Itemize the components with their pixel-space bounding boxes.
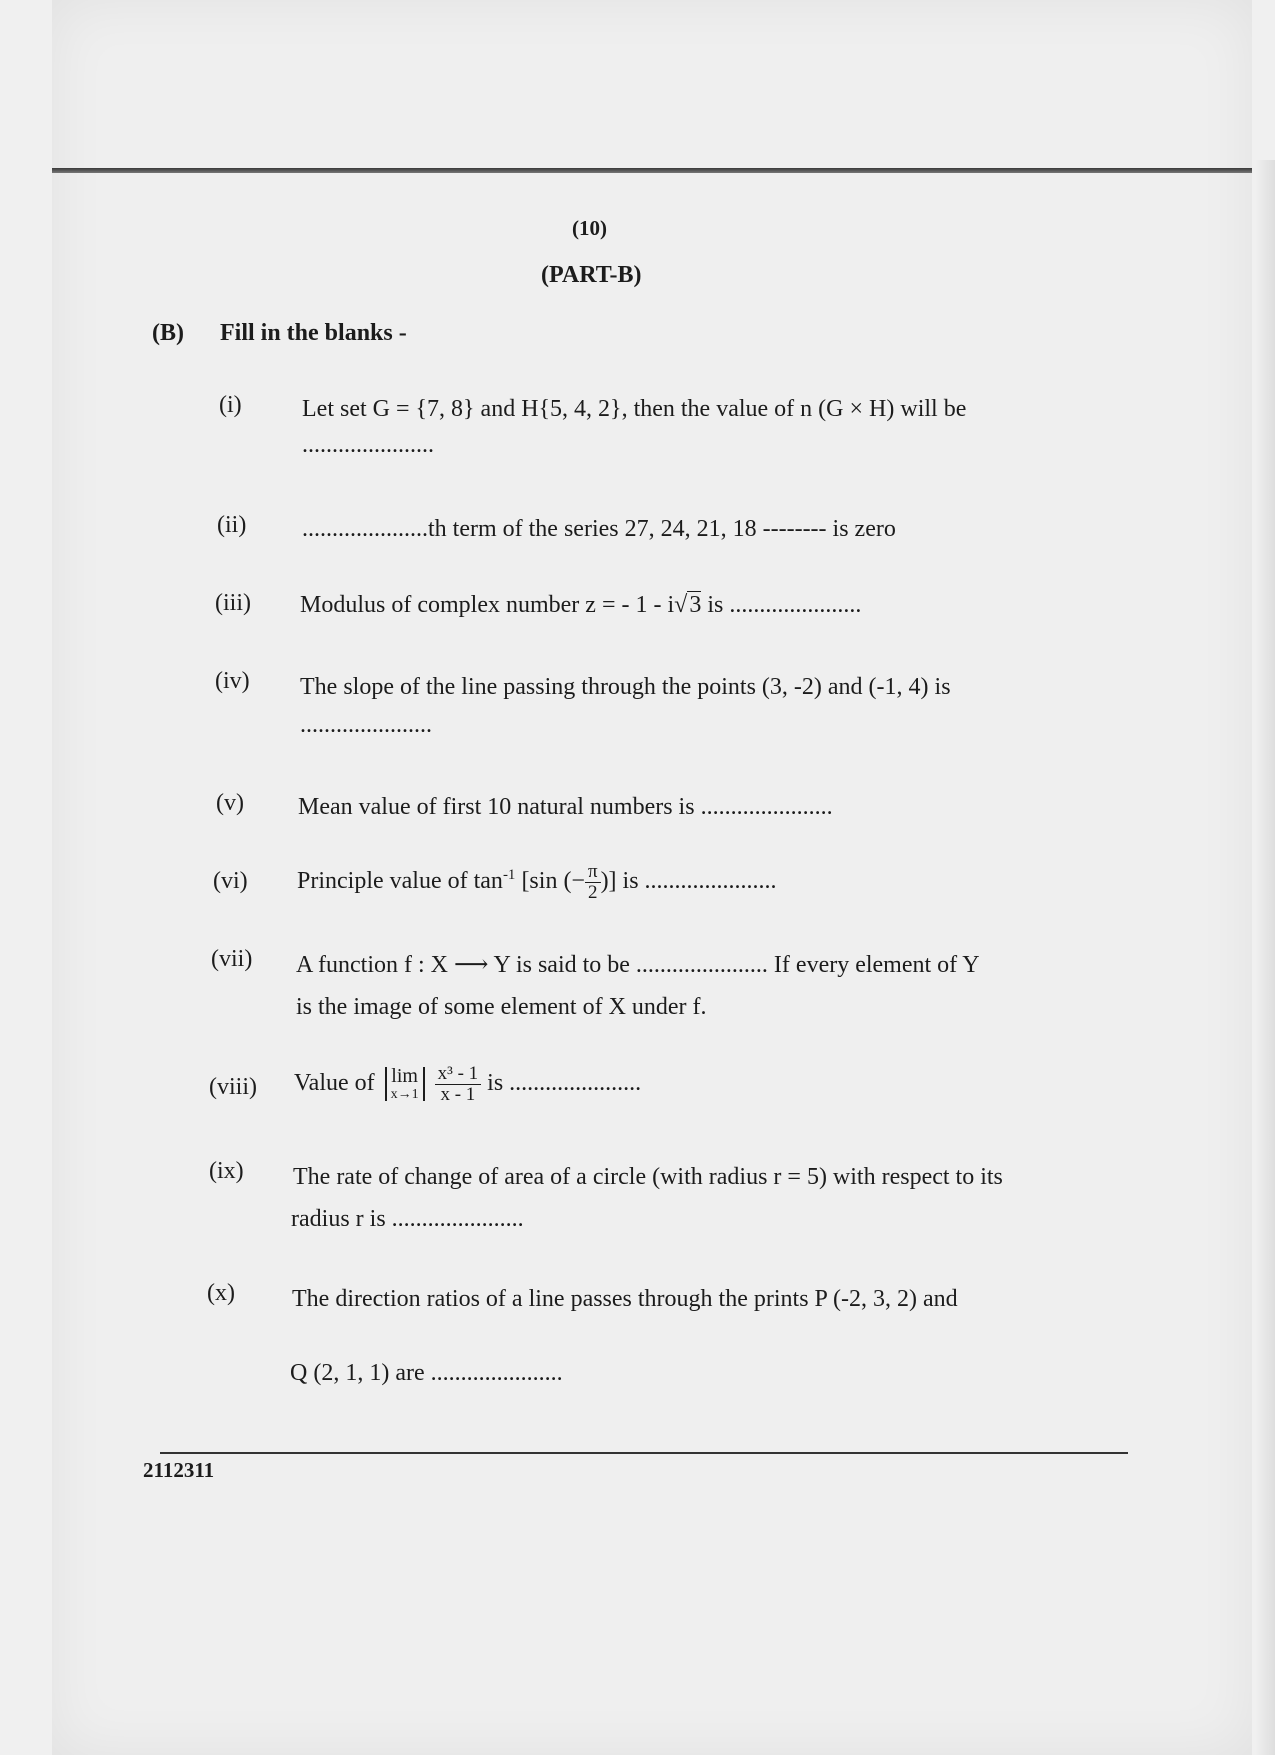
section-title: Fill in the blanks -: [220, 320, 407, 346]
part-title: (PART-B): [541, 262, 642, 288]
limit: [391, 1066, 419, 1102]
page-edge-shadow: [1255, 160, 1275, 1755]
question-text-part: )] is ......................: [600, 867, 777, 894]
limit-subscript: x→1: [390, 1087, 419, 1103]
question-text-part: Modulus of complex number z = - 1 - i: [300, 592, 675, 618]
question-number: (ii): [217, 512, 247, 538]
abs-bar-right: [423, 1067, 425, 1101]
abs-bar-left: [385, 1067, 387, 1101]
question-text-part: is ......................: [487, 1069, 642, 1096]
fraction-denominator: 2: [588, 881, 598, 903]
question-number: (viii): [209, 1074, 257, 1100]
question-text: .....................th term of the series 27, 24, 21, 18 -------- is zero: [302, 516, 896, 542]
paper-code: 2112311: [143, 1458, 215, 1482]
answer-blank: ......................: [302, 432, 434, 458]
superscript: -1: [502, 866, 516, 883]
question-text: Mean value of first 10 natural numbers is ......................: [298, 794, 833, 820]
question-text-part: is ......................: [701, 592, 862, 618]
top-rule: [52, 168, 1252, 173]
question-text-part: [sin (−: [515, 867, 585, 894]
footer-rule: [160, 1452, 1128, 1454]
question-number: (v): [216, 790, 244, 816]
question-text: The rate of change of area of a circle (with radius r = 5) with respect to its: [293, 1164, 1003, 1190]
fraction-denominator: x - 1: [440, 1083, 476, 1105]
question-text: Let set G = {7, 8} and H{5, 4, 2}, then the value of n (G × H) will be: [302, 396, 967, 422]
answer-blank: ......................: [300, 712, 432, 738]
question-number: (ix): [209, 1158, 244, 1184]
question-text: The direction ratios of a line passes through the prints P (-2, 3, 2) and: [292, 1286, 958, 1312]
fraction-numerator: x³ - 1: [435, 1064, 482, 1085]
question-number: (i): [219, 392, 242, 418]
question-text: is the image of some element of X under f.: [296, 994, 707, 1020]
question-number: (x): [207, 1280, 235, 1306]
question-number: (iii): [215, 590, 251, 616]
question-text: The slope of the line passing through the points (3, -2) and (-1, 4) is: [300, 674, 951, 700]
question-text: [300, 592, 861, 619]
question-text: Q (2, 1, 1) are ......................: [290, 1360, 563, 1386]
question-number: (iv): [215, 668, 250, 694]
question-text: [297, 862, 777, 903]
question-text-part: Value of: [294, 1069, 375, 1096]
radicand: 3: [689, 592, 702, 618]
limit-label: lim: [391, 1065, 418, 1088]
question-number: (vii): [211, 946, 253, 972]
question-text: A function f : X ⟶ Y is said to be ...................... If every element of Y: [296, 952, 980, 978]
fraction: [435, 1064, 482, 1105]
sqrt-symbol: √: [674, 592, 688, 618]
question-text: radius r is ......................: [291, 1206, 524, 1232]
fraction-numerator: π: [585, 862, 601, 883]
question-number: (vi): [213, 868, 248, 894]
question-text-part: Principle value of tan: [297, 867, 503, 894]
page-number: (10): [572, 216, 607, 240]
question-text: [294, 1064, 641, 1105]
section-label: (B): [152, 320, 184, 346]
fraction: [585, 862, 601, 903]
